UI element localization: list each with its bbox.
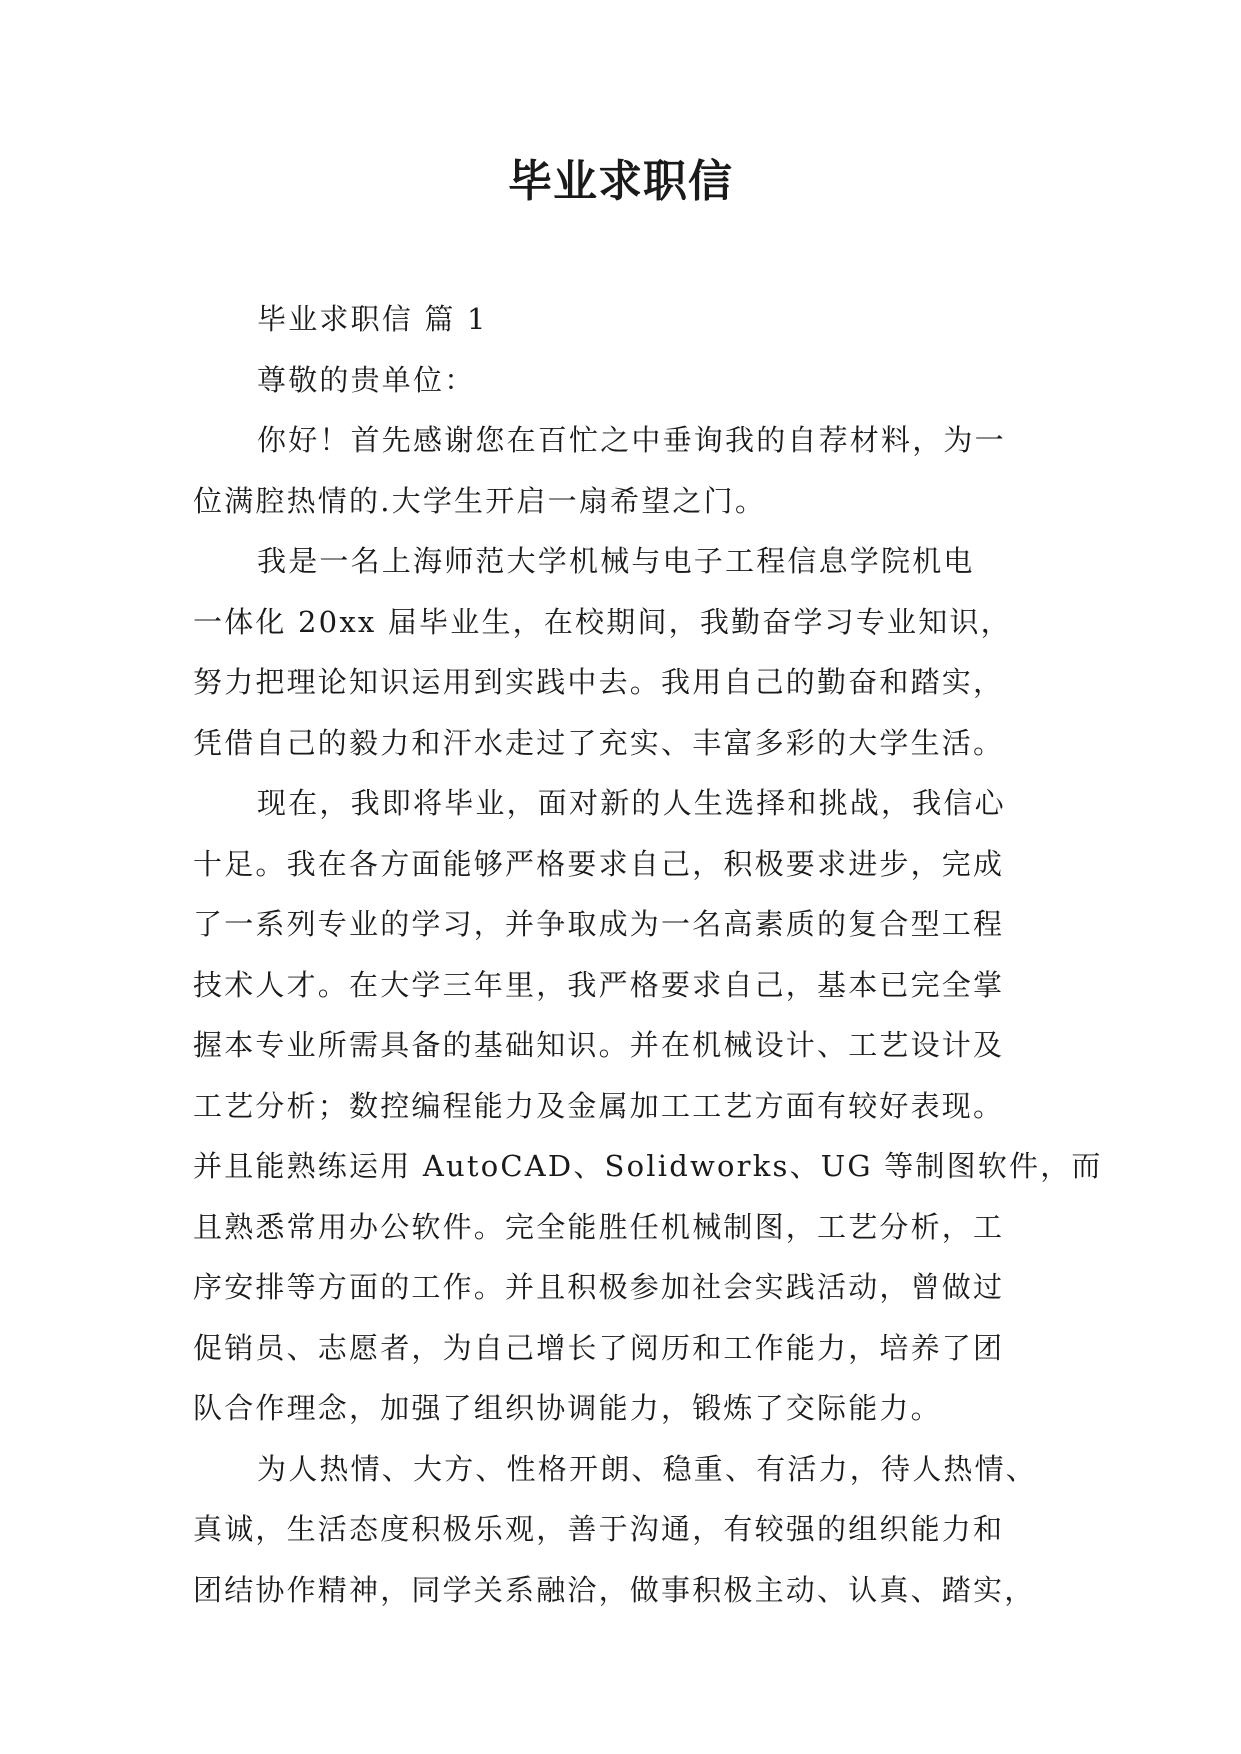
body-text-line: 促销员、志愿者，为自己增长了阅历和工作能力，培养了团 [193, 1330, 1005, 1365]
body-text-line: 凭借自己的毅力和汗水走过了充实、丰富多彩的大学生活。 [193, 725, 1005, 760]
body-text-line: 一体化 20xx 届毕业生，在校期间，我勤奋学习专业知识， [193, 604, 1012, 639]
body-text-line: 现在，我即将毕业，面对新的人生选择和挑战，我信心 [257, 786, 1006, 820]
body-text-line: 工艺分析；数控编程能力及金属加工工艺方面有较好表现。 [193, 1088, 1005, 1123]
body-text-line: 为人热情、大方、性格开朗、稳重、有活力，待人热情、 [257, 1451, 1038, 1486]
body-text-line: 握本专业所需具备的基础知识。并在机械设计、工艺设计及 [193, 1028, 1005, 1062]
document-body [193, 289, 1103, 1620]
document-title: 毕业求职信 [508, 156, 733, 207]
body-text-line: 位满腔热情的.大学生开启一扇希望之门。 [193, 483, 767, 518]
body-text-line: 你好！首先感谢您在百忙之中垂询我的自荐材料，为一 [257, 423, 1006, 457]
body-text-line: 了一系列专业的学习，并争取成为一名高素质的复合型工程 [193, 907, 1005, 941]
body-text-line: 队合作理念，加强了组织协调能力，锻炼了交际能力。 [193, 1391, 942, 1425]
body-text-line: 技术人才。在大学三年里，我严格要求自己，基本已完全掌 [193, 967, 1005, 1002]
body-text-line: 序安排等方面的工作。并且积极参加社会实践活动，曾做过 [193, 1270, 1005, 1304]
body-text-line: 我是一名上海师范大学机械与电子工程信息学院机电 [257, 544, 975, 578]
body-text-line: 团结协作精神，同学关系融洽，做事积极主动、认真、踏实， [193, 1572, 1036, 1607]
body-text-line: 且熟悉常用办公软件。完全能胜任机械制图，工艺分析，工 [193, 1209, 1005, 1244]
body-text-line: 尊敬的贵单位： [257, 362, 476, 397]
body-text-line: 毕业求职信 篇 1 [257, 302, 488, 336]
body-text-line: 并且能熟练运用 AutoCAD、Solidworks、UG 等制图软件，而 [193, 1149, 1103, 1183]
body-text-line: 十足。我在各方面能够严格要求自己，积极要求进步，完成 [193, 846, 1005, 881]
body-text-line: 真诚，生活态度积极乐观，善于沟通，有较强的组织能力和 [193, 1512, 1005, 1546]
body-text-line: 努力把理论知识运用到实践中去。我用自己的勤奋和踏实， [193, 665, 1005, 699]
